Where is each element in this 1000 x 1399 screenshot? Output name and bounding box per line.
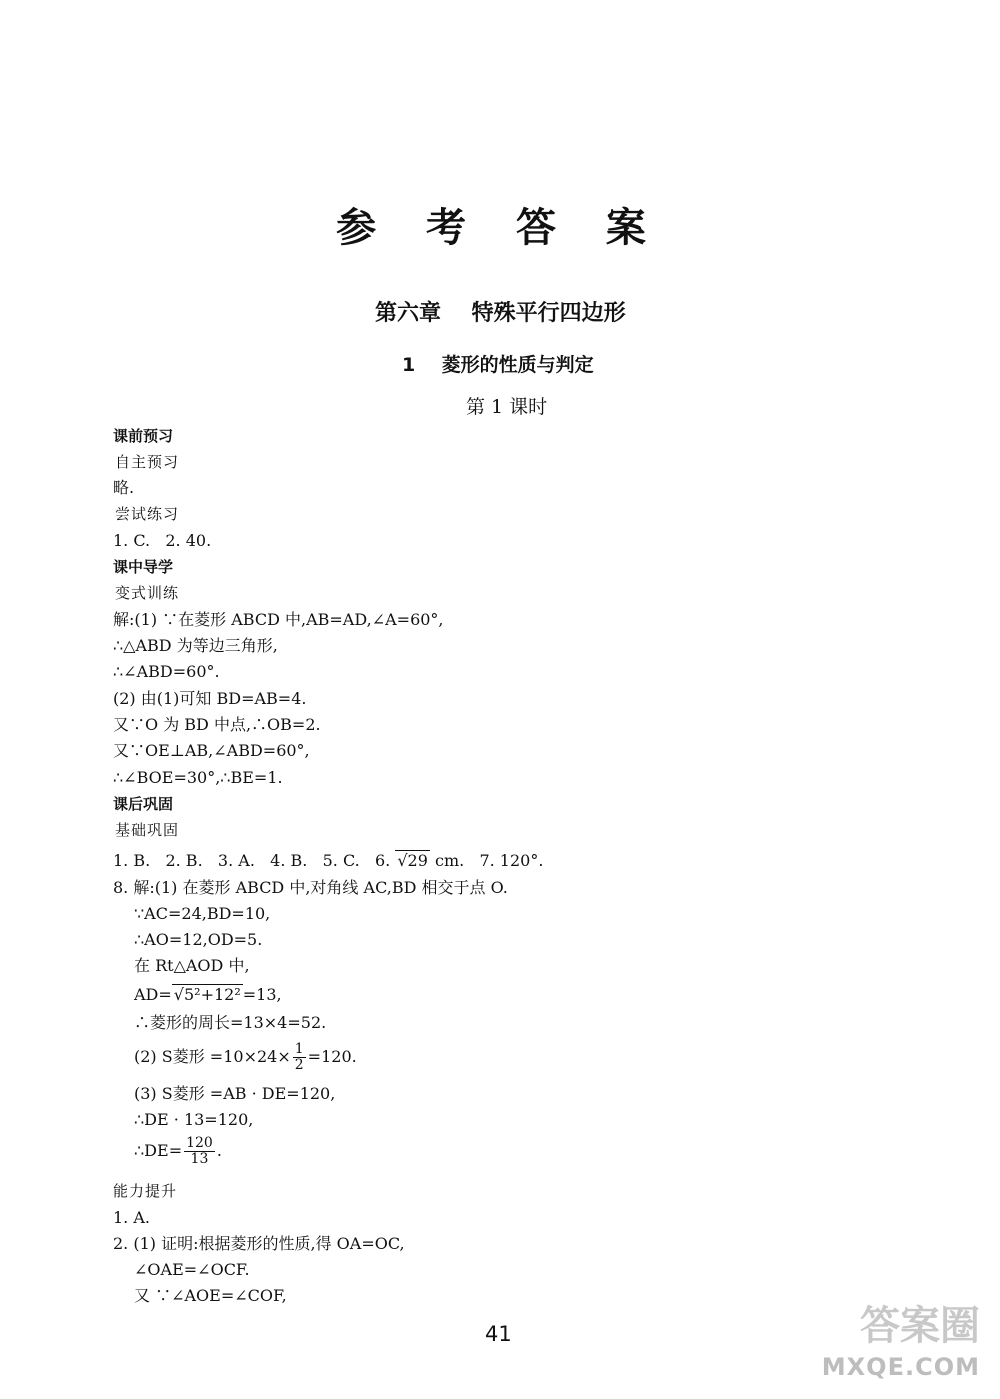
watermark-logo: 答案圈 xyxy=(860,1303,980,1349)
answer-line: ∵AC=24,BD=10, xyxy=(134,904,271,923)
subheading-ability: 能力提升 xyxy=(113,1182,178,1200)
answer-line: ∴AO=12,OD=5. xyxy=(134,930,263,949)
answer-line: ∴DE · 13=120, xyxy=(134,1110,254,1129)
answer-line: ∴∠BOE=30°,∴BE=1. xyxy=(113,768,283,787)
answer-text: AD= xyxy=(134,985,172,1004)
answer-line xyxy=(113,851,543,871)
page-title: 参 考 答 案 xyxy=(336,205,664,251)
fraction-numerator: 1 xyxy=(294,1041,304,1057)
subheading-self-study: 自主预习 xyxy=(115,453,180,471)
subheading-variant-training: 变式训练 xyxy=(115,584,180,602)
answer-text: cm. 7. 120°. xyxy=(429,851,544,870)
answer-text: . xyxy=(216,1141,222,1160)
watermark-site: MXQE.COM xyxy=(821,1353,980,1381)
page-number: 41 xyxy=(485,1322,512,1346)
answer-text: 1. B. 2. B. 3. A. 4. B. 5. C. 6. xyxy=(113,851,396,870)
sqrt-expression: √29 xyxy=(397,851,428,870)
answer-line: 在 Rt△AOD 中, xyxy=(134,956,250,975)
watermark xyxy=(792,1295,992,1391)
subheading-try-practice: 尝试练习 xyxy=(115,505,180,523)
answer-line: (3) S菱形 =AB · DE=120, xyxy=(134,1084,336,1103)
sqrt-expression: √5²+12² xyxy=(173,985,241,1004)
fraction-numerator: 120 xyxy=(186,1135,213,1151)
answer-line: ∴菱形的周长=13×4=52. xyxy=(134,1013,327,1032)
chapter-heading: 第六章 特殊平行四边形 xyxy=(375,301,626,326)
heading-pre-class: 课前预习 xyxy=(113,427,174,445)
answer-line: ∴∠ABD=60°. xyxy=(113,662,220,681)
fraction-denominator: 2 xyxy=(294,1057,304,1073)
answer-line: 8. 解:(1) 在菱形 ABCD 中,对角线 AC,BD 相交于点 O. xyxy=(113,878,508,897)
answer-line xyxy=(134,1042,357,1073)
heading-in-class: 课中导学 xyxy=(113,558,174,576)
answer-line xyxy=(134,985,282,1005)
answer-text: =13, xyxy=(242,985,282,1004)
answer-line: 又∵OE⊥AB,∠ABD=60°, xyxy=(113,741,310,760)
answer-line: 又 ∵∠AOE=∠COF, xyxy=(134,1286,287,1305)
fraction xyxy=(293,1042,306,1073)
heading-after-class: 课后巩固 xyxy=(113,795,174,813)
section-heading: 1 菱形的性质与判定 xyxy=(402,354,594,376)
answer-line: ∠OAE=∠OCF. xyxy=(134,1260,250,1279)
answer-line: 解:(1) ∵在菱形 ABCD 中,AB=AD,∠A=60°, xyxy=(113,610,444,629)
answer-text: ∴DE= xyxy=(134,1141,183,1160)
lesson-heading: 第 1 课时 xyxy=(466,396,548,418)
answer-line: 1. C. 2. 40. xyxy=(113,531,212,550)
answer-line: 略. xyxy=(113,478,135,497)
answer-text: (2) S菱形 =10×24× xyxy=(134,1047,291,1066)
answer-line xyxy=(134,1136,222,1167)
fraction-denominator: 13 xyxy=(190,1151,209,1167)
subheading-basic: 基础巩固 xyxy=(115,821,180,839)
answer-line: 2. (1) 证明:根据菱形的性质,得 OA=OC, xyxy=(113,1234,405,1253)
answer-line: 1. A. xyxy=(113,1208,150,1227)
answer-text: =120. xyxy=(307,1047,357,1066)
answer-line: 又∵O 为 BD 中点,∴OB=2. xyxy=(113,715,321,734)
answer-line: ∴△ABD 为等边三角形, xyxy=(113,636,278,655)
fraction xyxy=(184,1136,215,1167)
answer-line: (2) 由(1)可知 BD=AB=4. xyxy=(113,689,307,708)
